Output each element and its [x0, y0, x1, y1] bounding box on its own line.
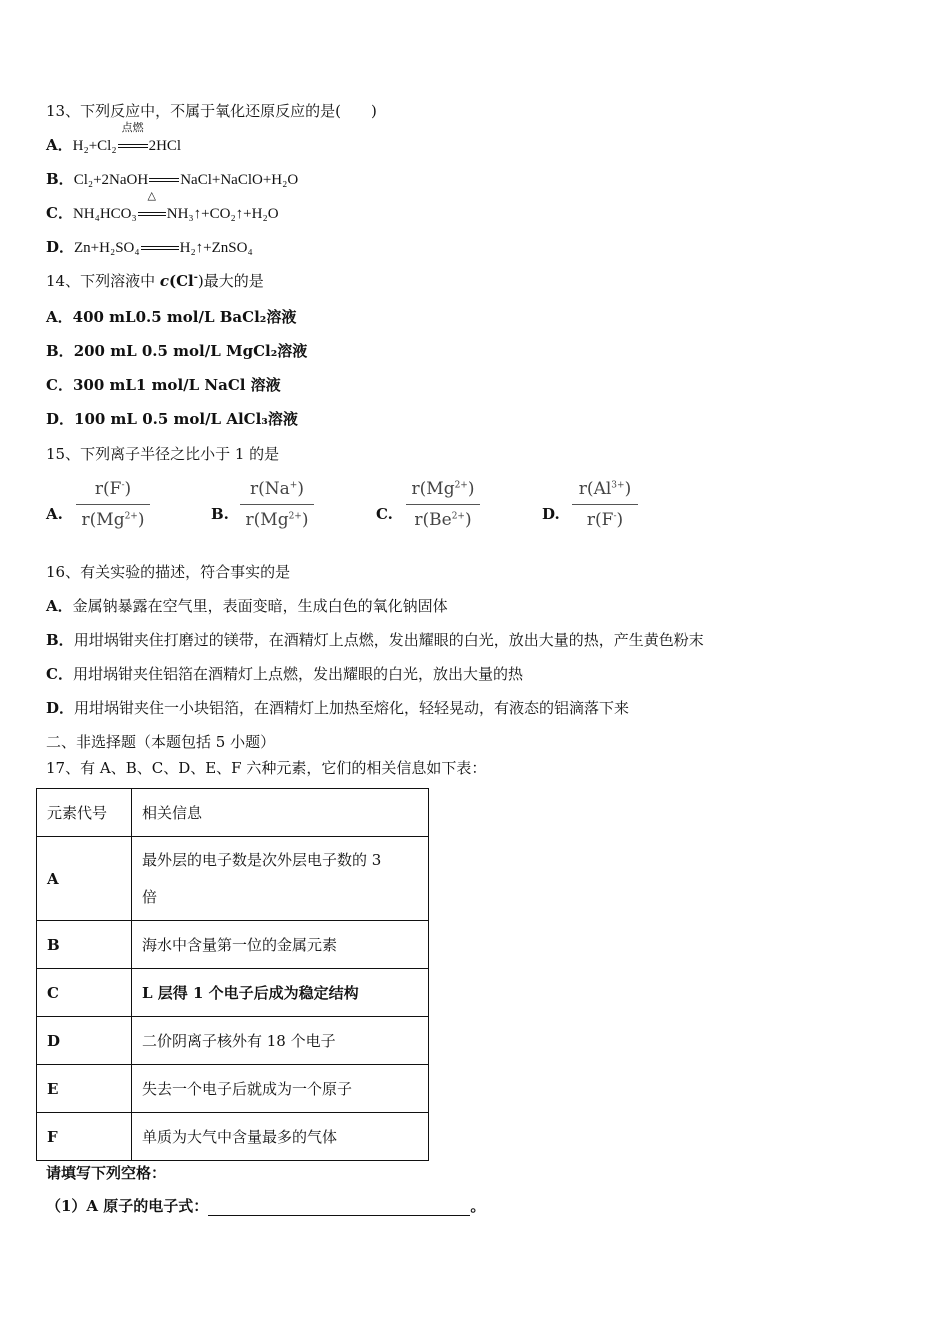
element-code: B [37, 921, 132, 969]
table-row [37, 837, 429, 921]
header-info: 相关信息 [132, 789, 429, 837]
q14-option-b[interactable] [46, 341, 307, 361]
element-info: 单质为大气中含量最多的气体 [132, 1113, 429, 1161]
q17-sub1 [46, 1196, 485, 1216]
q15-option-c-label[interactable]: C. [376, 505, 393, 523]
radius-symbol: r [586, 510, 595, 530]
reaction-condition-sign [138, 189, 166, 223]
ion: Mg [426, 479, 455, 499]
table-row [37, 969, 429, 1017]
reaction-condition-sign [118, 121, 148, 155]
equal-sign [138, 212, 166, 216]
ion: Be [429, 510, 452, 530]
denominator: $r(Mg^{2+})$ [245, 510, 309, 530]
charge: 2+ [288, 511, 302, 522]
q13-option-d[interactable] [46, 237, 253, 258]
denominator: $r(Mg^{2+})$ [81, 510, 145, 530]
radius-symbol: r [414, 510, 423, 530]
products: H₂↑+ZnSO₄ [179, 240, 253, 256]
fraction-bar [240, 504, 314, 505]
element-info: 二价阴离子核外有 18 个电子 [132, 1017, 429, 1065]
option-label: B． [46, 631, 74, 649]
q16-option-c[interactable] [46, 664, 523, 684]
q16-stem: 16、有关实验的描述，符合事实的是 [46, 563, 291, 581]
charge: 2+ [124, 511, 138, 522]
stem-suffix: )最大的是 [197, 272, 264, 290]
fill-prompt: 请填写下列空格： [46, 1164, 167, 1182]
table-row [37, 1017, 429, 1065]
fraction-bar [406, 504, 480, 505]
option-label: B． [46, 342, 74, 360]
stem-prefix: 14、下列溶液中 [46, 272, 160, 290]
element-info [132, 837, 429, 921]
equal-sign [149, 178, 179, 182]
option-text: 用坩埚钳夹住一小块铝箔，在酒精灯上加热至熔化，轻轻晃动，有液态的铝滴落下来 [74, 699, 630, 717]
option-text: 400 mL0.5 mol/L BaCl₂溶液 [72, 308, 297, 326]
fraction-bar [572, 504, 638, 505]
option-text: 金属钠暴露在空气里，表面变暗，生成白色的氧化钠固体 [72, 597, 448, 615]
radius-symbol: r [94, 479, 103, 499]
q13-option-a[interactable] [46, 121, 182, 156]
equal-sign-wrap [149, 169, 179, 189]
radius-symbol: r [81, 510, 90, 530]
charge: 2+ [451, 511, 465, 522]
option-label: C． [46, 204, 73, 222]
element-code: E [37, 1065, 132, 1113]
option-label: D． [46, 238, 75, 256]
numerator: r(Na+) [250, 479, 304, 499]
ion: Mg [96, 510, 125, 530]
q15-stem: 15、下列离子半径之比小于 1 的是 [46, 445, 280, 463]
ion: F [601, 510, 614, 530]
reactants: Cl₂+2NaOH [73, 172, 149, 188]
element-code: C [37, 969, 132, 1017]
denominator: r(F-) [586, 510, 624, 530]
charge: - [193, 272, 198, 283]
element-info: L 层得 1 个电子后成为稳定结构 [132, 969, 429, 1017]
element-info-table [36, 788, 429, 1161]
option-label: A． [46, 136, 73, 154]
element-info: 海水中含量第一位的金属元素 [132, 921, 429, 969]
element-code: D [37, 1017, 132, 1065]
charge: 3+ [611, 480, 625, 491]
products: 2HCl [148, 138, 182, 154]
q16-option-a[interactable] [46, 596, 448, 616]
q15-option-a-label[interactable]: A. [46, 505, 63, 523]
element-code: A [37, 837, 132, 921]
answer-blank[interactable] [208, 1200, 470, 1216]
radius-symbol: r [250, 479, 259, 499]
q15-option-b-label[interactable]: B. [211, 505, 229, 523]
option-label: B． [46, 170, 74, 188]
q13-option-c[interactable] [46, 189, 279, 224]
option-text: 300 mL1 mol/L NaCl 溶液 [72, 376, 281, 394]
charge: + [289, 480, 298, 491]
sub1-suffix: 。 [470, 1197, 486, 1215]
option-text: 用坩埚钳夹住打磨过的镁带，在酒精灯上点燃，发出耀眼的白光，放出大量的热，产生黄色粉末 [73, 631, 704, 649]
info-line-2: 倍 [142, 887, 158, 906]
q16-option-d[interactable] [46, 698, 629, 718]
products: NH₃↑+CO₂↑+H₂O [166, 206, 279, 222]
ion: Al [593, 479, 612, 499]
q15-option-a-fraction[interactable] [76, 476, 150, 533]
equal-sign [118, 144, 148, 148]
table-row [37, 1065, 429, 1113]
equal-sign-wrap [141, 237, 179, 257]
ion: Na [264, 479, 290, 499]
q15-option-c-fraction[interactable] [406, 476, 480, 533]
charge: - [613, 511, 617, 522]
equal-sign [141, 246, 179, 250]
option-label: A． [46, 597, 73, 615]
numerator: r(F-) [94, 479, 132, 499]
q13-stem: 13、下列反应中，不属于氧化还原反应的是( ) [46, 102, 377, 120]
radius-symbol: r [245, 510, 254, 530]
q14-stem [46, 271, 264, 291]
element-info: 失去一个电子后就成为一个原子 [132, 1065, 429, 1113]
element-code: F [37, 1113, 132, 1161]
condition-text: 点燃 [121, 121, 144, 134]
ion: F [109, 479, 122, 499]
species: (Cl [169, 272, 194, 290]
reactants: NH₄HCO₃ [72, 206, 137, 222]
heat-symbol: △ [147, 189, 156, 202]
q17-stem: 17、有 A、B、C、D、E、F 六种元素，它们的相关信息如下表： [46, 759, 487, 777]
radius-symbol: r [411, 479, 420, 499]
option-text: 用坩埚钳夹住铝箔在酒精灯上点燃，发出耀眼的白光，放出大量的热 [72, 665, 523, 683]
q14-option-a[interactable] [46, 307, 296, 327]
table-header-row [37, 789, 429, 837]
q15-option-d-fraction[interactable] [572, 476, 638, 533]
q14-option-d[interactable] [46, 409, 298, 429]
option-label: A． [46, 308, 73, 326]
table-row [37, 1113, 429, 1161]
numerator: $r(Al^{3+})$ [578, 479, 632, 499]
table-row [37, 921, 429, 969]
products: NaCl+NaClO+H₂O [180, 172, 299, 188]
q16-option-b[interactable] [46, 630, 704, 650]
ion: Mg [260, 510, 289, 530]
option-text: 200 mL 0.5 mol/L MgCl₂溶液 [73, 342, 308, 360]
reactants: H₂+Cl₂ [72, 138, 117, 154]
charge: 2+ [454, 480, 468, 491]
sub1-prefix: （1）A 原子的电子式： [46, 1197, 209, 1215]
q15-option-d-label[interactable]: D. [542, 505, 560, 523]
q13-option-b[interactable] [46, 169, 298, 190]
charge: - [121, 480, 125, 491]
radius-symbol: r [578, 479, 587, 499]
option-text: 100 mL 0.5 mol/L AlCl₃溶液 [74, 410, 298, 428]
option-label: D． [46, 699, 75, 717]
numerator: $r(Mg^{2+})$ [411, 479, 475, 499]
option-label: C． [46, 665, 73, 683]
q15-option-b-fraction[interactable] [240, 476, 314, 533]
denominator: $r(Be^{2+})$ [414, 510, 472, 530]
concentration-symbol: c [159, 272, 169, 290]
reactants: Zn+H₂SO₄ [74, 240, 140, 256]
fraction-bar [76, 504, 150, 505]
option-label: C． [46, 376, 73, 394]
header-code: 元素代号 [37, 789, 132, 837]
option-label: D． [46, 410, 75, 428]
info-line-1: 最外层的电子数是次外层电子数的 3 [142, 850, 382, 869]
section-heading: 二、非选择题（本题包括 5 小题） [46, 733, 276, 751]
q14-option-c[interactable] [46, 375, 281, 395]
